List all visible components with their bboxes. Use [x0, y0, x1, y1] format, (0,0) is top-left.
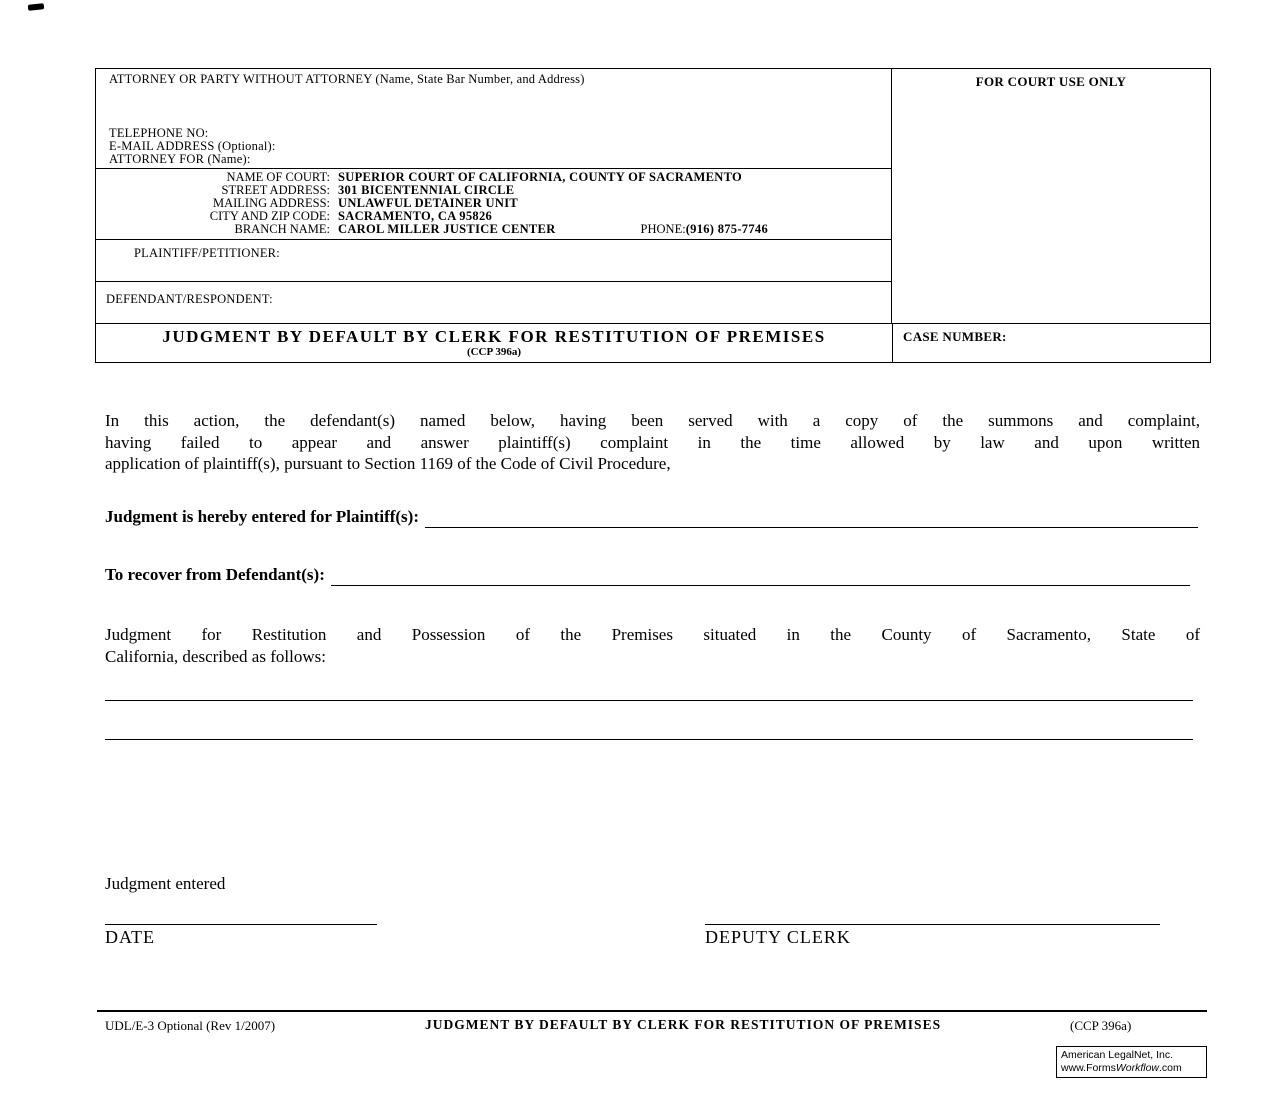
form-title-cell — [96, 324, 892, 362]
case-number-label: CASE NUMBER: — [903, 329, 1007, 344]
plaintiff-fill-label: Judgment is hereby entered for Plaintiff(s): — [105, 507, 419, 526]
court-name-label: NAME OF COURT: — [226, 170, 330, 184]
for-court-use-label: FOR COURT USE ONLY — [975, 74, 1127, 89]
court-info-section — [96, 169, 891, 240]
city-zip-value: SACRAMENTO, CA 95826 — [338, 209, 493, 223]
intro-line-2: having failed to appear and answer plaintiff(s) complaint in the time allowed by law and upon written — [105, 432, 1200, 452]
date-signature-line — [105, 912, 377, 925]
defendant-fill-label: To recover from Defendant(s): — [105, 565, 325, 584]
deputy-clerk-label: DEPUTY CLERK — [705, 927, 851, 947]
legalnet-box — [1056, 1046, 1207, 1078]
mailing-address-label: MAILING ADDRESS: — [212, 196, 330, 210]
footer-title: JUDGMENT BY DEFAULT BY CLERK FOR RESTITUTION OF PREMISES — [425, 1017, 942, 1032]
telephone-label: TELEPHONE NO: — [109, 126, 209, 140]
header-left-column — [96, 69, 892, 323]
scan-artifact — [28, 3, 45, 11]
restitution-line-1: Judgment for Restitution and Possession of the Premises situated in the County of Sacramento, State of — [105, 625, 1200, 644]
date-signature-block — [105, 912, 377, 948]
form-title-code: (CCP 396a) — [466, 346, 522, 358]
branch-name-label: BRANCH NAME: — [234, 222, 330, 236]
form-header-box — [95, 68, 1211, 363]
email-label: E-MAIL ADDRESS (Optional): — [109, 139, 276, 153]
legalnet-url-prefix: www.Forms — [1061, 1062, 1116, 1074]
plaintiff-fill-line — [425, 513, 1198, 528]
attorney-contact-lines — [109, 127, 883, 166]
premises-description-line-1 — [105, 688, 1193, 701]
phone-label: PHONE: — [640, 222, 686, 236]
attorney-box-label: ATTORNEY OR PARTY WITHOUT ATTORNEY (Name, State Bar Number, and Address) — [109, 72, 585, 86]
legalnet-line-2 — [1061, 1062, 1202, 1075]
court-row-branch — [96, 223, 891, 236]
date-label: DATE — [105, 927, 155, 947]
footer-form-id: UDL/E-3 Optional (Rev 1/2007) — [105, 1018, 276, 1033]
phone-value: (916) 875-7746 — [685, 222, 769, 236]
attorney-section — [96, 69, 891, 169]
intro-line-3: application of plaintiff(s), pursuant to Section 1169 of the Code of Civil Procedure, — [105, 454, 671, 473]
defendant-fill-row — [105, 564, 1190, 586]
plaintiff-label: PLAINTIFF/PETITIONER: — [134, 246, 280, 260]
court-name-value: SUPERIOR COURT OF CALIFORNIA, COUNTY OF SACRAMENTO — [338, 170, 743, 184]
city-zip-label: CITY AND ZIP CODE: — [209, 209, 330, 223]
deputy-clerk-signature-block — [705, 912, 1160, 948]
attorney-for-label: ATTORNEY FOR (Name): — [109, 152, 251, 166]
branch-name-value: CAROL MILLER JUSTICE CENTER — [338, 222, 556, 236]
form-title-row — [96, 323, 1210, 362]
header-upper-grid — [96, 69, 1210, 323]
defendant-fill-line — [331, 571, 1190, 586]
street-address-label: STREET ADDRESS: — [221, 183, 330, 197]
mailing-address-value: UNLAWFUL DETAINER UNIT — [338, 196, 519, 210]
deputy-clerk-signature-line — [705, 912, 1160, 925]
intro-paragraph — [105, 410, 1200, 475]
form-title: JUDGMENT BY DEFAULT BY CLERK FOR RESTITUTION OF PREMISES — [162, 327, 826, 346]
plaintiff-section — [96, 240, 891, 282]
legalnet-line-1: American LegalNet, Inc. — [1061, 1049, 1174, 1061]
court-use-cell — [892, 69, 1210, 323]
street-address-value: 301 BICENTENNIAL CIRCLE — [338, 183, 515, 197]
restitution-paragraph — [105, 624, 1200, 667]
restitution-line-2: California, described as follows: — [105, 646, 326, 666]
judgment-entered-label: Judgment entered — [105, 874, 226, 893]
legalnet-url-workflow: Workflow — [1115, 1062, 1160, 1074]
footer-code: (CCP 396a) — [1070, 1018, 1132, 1033]
intro-line-1: In this action, the defendant(s) named below, having been served with a copy of the summons and complaint, — [105, 411, 1200, 430]
legalnet-url-suffix: .com — [1159, 1062, 1182, 1074]
footer-rule — [97, 1010, 1207, 1012]
plaintiff-fill-row — [105, 506, 1198, 528]
premises-description-line-2 — [105, 727, 1193, 740]
defendant-section — [96, 282, 891, 323]
defendant-label: DEFENDANT/RESPONDENT: — [106, 292, 273, 306]
case-number-cell — [892, 324, 1210, 362]
